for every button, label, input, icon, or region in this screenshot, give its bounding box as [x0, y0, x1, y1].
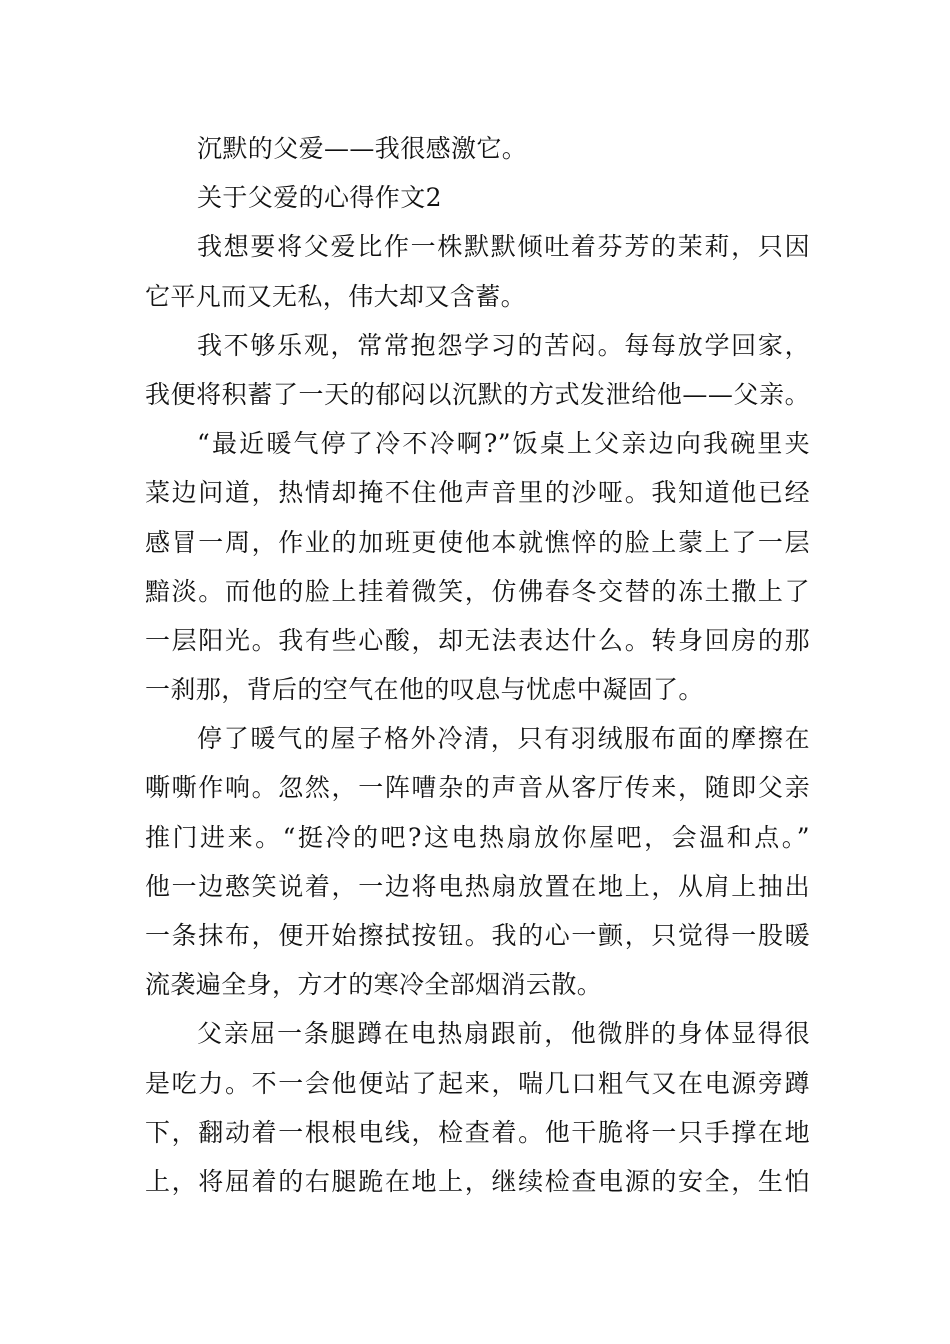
text-line: 上，将屈着的右腿跪在地上，继续检查电源的安全，生怕: [145, 1166, 810, 1196]
text-line: 我不够乐观，常常抱怨学习的苦闷。每每放学回家，: [197, 330, 810, 360]
text-line: 下，翻动着一根根电线，检查着。他干脆将一只手撑在地: [145, 1117, 810, 1147]
text-line: 一层阳光。我有些心酸，却无法表达什么。转身回房的那: [145, 625, 810, 655]
text-line: 它平凡而又无私，伟大却又含蓄。: [145, 281, 527, 311]
text-line: 一条抹布，便开始擦拭按钮。我的心一颤，只觉得一股暖: [145, 921, 810, 950]
text-line: 感冒一周，作业的加班更使他本就憔悴的脸上蒙上了一层: [145, 527, 810, 557]
text-line: 推门进来。“挺冷的吧?这电热扇放你屋吧，会温和点。”: [145, 822, 810, 852]
text-line: 我便将积蓄了一天的郁闷以沉默的方式发泄给他——父亲。: [145, 379, 810, 409]
text-line: 菜边问道，热情却掩不住他声音里的沙哑。我知道他已经: [145, 478, 810, 508]
text-line: 我想要将父爱比作一株默默倾吐着芬芳的茉莉，只因: [197, 232, 810, 262]
text-line: 父亲屈一条腿蹲在电热扇跟前，他微胖的身体显得很: [197, 1019, 810, 1049]
text-line: 是吃力。不一会他便站了起来，喘几口粗气又在电源旁蹲: [145, 1068, 810, 1098]
section-heading: 关于父爱的心得作文2: [197, 183, 442, 213]
text-line: 他一边憨笑说着，一边将电热扇放置在地上，从肩上抽出: [145, 871, 810, 901]
text-line: 黯淡。而他的脸上挂着微笑，仿佛春冬交替的冻土撒上了: [145, 576, 810, 606]
text-line: 流袭遍全身，方才的寒冷全部烟消云散。: [145, 970, 603, 1000]
text-line: 一刹那，背后的空气在他的叹息与忧虑中凝固了。: [145, 675, 704, 705]
text-line: 停了暖气的屋子格外冷清，只有羽绒服布面的摩擦在: [197, 724, 810, 754]
text-line: 嘶嘶作响。忽然，一阵嘈杂的声音从客厅传来，随即父亲: [145, 773, 810, 803]
text-line: 沉默的父爱——我很感激它。: [197, 134, 528, 163]
text-line: “最近暖气停了冷不冷啊?”饭桌上父亲边向我碗里夹: [197, 429, 810, 459]
essay-text: [145, 124, 810, 1206]
